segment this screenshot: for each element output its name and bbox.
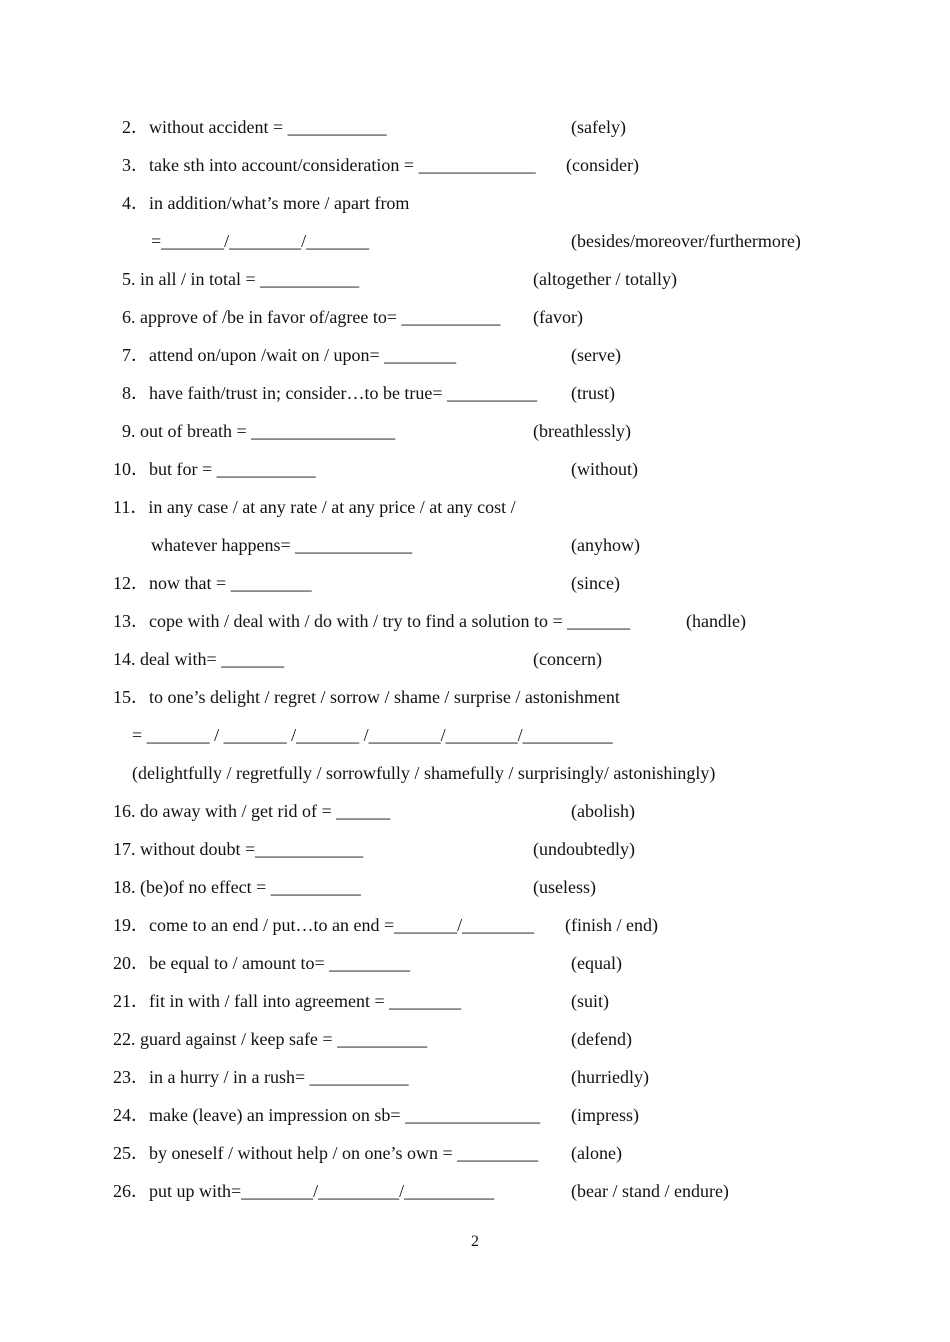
answer-hint: (undoubtedly) (533, 839, 635, 859)
list-item: 26．put up with=________/_________/__________ (113, 1181, 495, 1201)
answer-hint: (abolish) (571, 801, 635, 821)
list-item: 24．make (leave) an impression on sb= _______________ (113, 1105, 541, 1125)
list-item-continuation: = _______ / _______ /_______ /________/________/__________ (132, 725, 613, 745)
list-item: 15．to one’s delight / regret / sorrow / shame / surprise / astonishment (113, 687, 620, 707)
list-item: 17. without doubt =____________ (113, 839, 364, 859)
answer-hint: (trust) (571, 383, 615, 403)
list-item: 10．but for = ___________ (113, 459, 316, 479)
answer-hint: (besides/moreover/furthermore) (571, 231, 801, 251)
list-item: 16. do away with / get rid of = ______ (113, 801, 391, 821)
answer-hint: (concern) (533, 649, 602, 669)
list-item: 2．without accident = ___________ (122, 117, 387, 137)
page-number: 2 (471, 1233, 479, 1250)
answer-hint: (serve) (571, 345, 621, 365)
list-item: 13．cope with / deal with / do with / try to find a solution to = _______ (113, 611, 631, 631)
answer-hint: (since) (571, 573, 620, 593)
list-item: 14. deal with= _______ (113, 649, 285, 669)
answer-hint: (handle) (686, 611, 746, 631)
answer-hint: (equal) (571, 953, 622, 973)
list-item: 20．be equal to / amount to= _________ (113, 953, 411, 973)
list-item: 5. in all / in total = ___________ (122, 269, 360, 289)
list-item: 22. guard against / keep safe = __________ (113, 1029, 428, 1049)
list-item: 25．by oneself / without help / on one’s own = _________ (113, 1143, 539, 1163)
answer-hint: (useless) (533, 877, 596, 897)
list-item: 8．have faith/trust in; consider…to be true= __________ (122, 383, 538, 403)
answer-hint: (favor) (533, 307, 583, 327)
list-item: 7．attend on/upon /wait on / upon= ________ (122, 345, 457, 365)
answer-hint: (defend) (571, 1029, 632, 1049)
list-item: 3．take sth into account/consideration = _____________ (122, 155, 536, 175)
list-item-continuation: whatever happens= _____________ (151, 535, 413, 555)
answer-hint: (bear / stand / endure) (571, 1181, 729, 1201)
answer-hint: (hurriedly) (571, 1067, 649, 1087)
list-item: 18. (be)of no effect = __________ (113, 877, 361, 897)
list-item: 4．in addition/what’s more / apart from (122, 193, 410, 213)
list-item: 11．in any case / at any rate / at any price / at any cost / (113, 497, 516, 517)
answer-hint: (altogether / totally) (533, 269, 677, 289)
list-item: 9. out of breath = ________________ (122, 421, 396, 441)
list-item-continuation: (delightfully / regretfully / sorrowfully / shamefully / surprisingly/ astonishingly) (132, 763, 716, 783)
list-item: 23．in a hurry / in a rush= ___________ (113, 1067, 409, 1087)
list-item: 19．come to an end / put…to an end =_______/________ (113, 915, 535, 935)
answer-hint: (breathlessly) (533, 421, 631, 441)
list-item-continuation: =_______/________/_______ (151, 231, 370, 251)
answer-hint: (impress) (571, 1105, 639, 1125)
list-item: 6. approve of /be in favor of/agree to= ___________ (122, 307, 501, 327)
answer-hint: (without) (571, 459, 638, 479)
answer-hint: (anyhow) (571, 535, 640, 555)
list-item: 12．now that = _________ (113, 573, 312, 593)
answer-hint: (consider) (566, 155, 639, 175)
answer-hint: (finish / end) (565, 915, 658, 935)
answer-hint: (alone) (571, 1143, 622, 1163)
answer-hint: (suit) (571, 991, 609, 1011)
answer-hint: (safely) (571, 117, 626, 137)
list-item: 21．fit in with / fall into agreement = ________ (113, 991, 462, 1011)
